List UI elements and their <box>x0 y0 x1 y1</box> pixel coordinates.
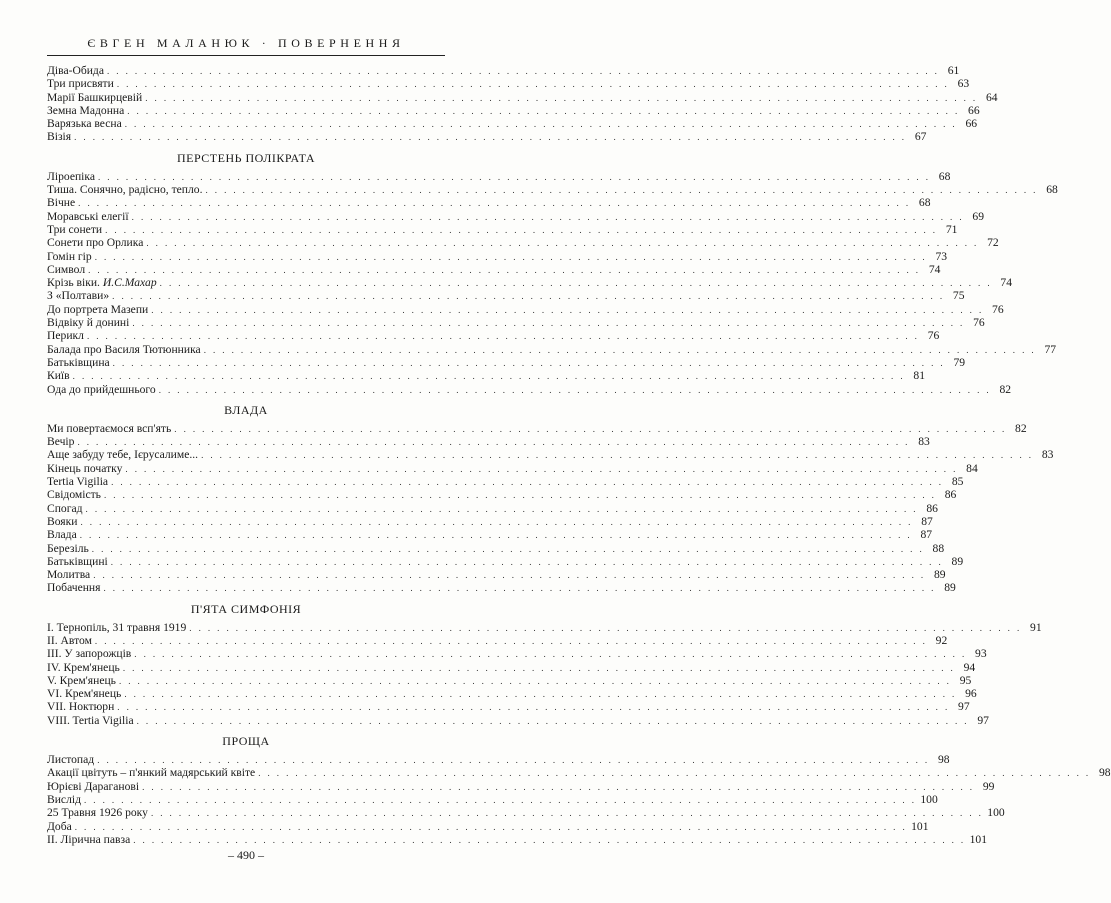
entry-page-number: 96 <box>965 687 977 701</box>
entry-title-text: Батьківщина <box>47 355 110 369</box>
dot-leader: . . . . . . . . . . . . . . . . . . . . . . . . . . . . . . . . . . . . . . . . . . . . . . . . . . . . . . . . . . . . . . . . . . . . . . . . . . . . . . . . . . . . . . . . . . <box>112 291 945 302</box>
entry-author-note: И.С.Махар <box>102 276 157 290</box>
dot-leader: . . . . . . . . . . . . . . . . . . . . . . . . . . . . . . . . . . . . . . . . . . . . . . . . . . . . . . . . . . . . . . . . . . . . . . . . . . . . . . . . . . . . . . . . . . <box>93 570 926 581</box>
section-title: ПЕРСТЕНЬ ПОЛІКРАТА <box>176 150 316 165</box>
entry-page-number: 87 <box>921 514 933 528</box>
entry-title-text: Побачення <box>47 581 101 595</box>
toc-entry <box>47 792 938 806</box>
entry-title <box>47 64 107 77</box>
entry-title-text: IV. Крем'янець <box>47 660 120 674</box>
entry-page-number: 83 <box>1041 448 1054 462</box>
entry-title-text: Аще забуду тебе, Ієрусалиме... <box>47 448 199 462</box>
dot-leader: . . . . . . . . . . . . . . . . . . . . . . . . . . . . . . . . . . . . . . . . . . . . . . . . . . . . . . . . . . . . . . . . . . . . . . . . . . . . . . . . . . . . . . . . . . <box>133 834 966 845</box>
entry-title-text: Вислід <box>47 792 81 806</box>
entry-title-text: Кінець початку <box>47 461 123 475</box>
toc-entry <box>47 342 1057 356</box>
entry-title-text: III. У запорожців <box>47 647 132 661</box>
entry-title-text: З «Полтави» <box>47 289 110 303</box>
dot-leader: . . . . . . . . . . . . . . . . . . . . . . . . . . . . . . . . . . . . . . . . . . . . . . . . . . . . . . . . . . . . . . . . . . . . . . . . . . . . . . . . . . . . . . . . . . <box>142 781 975 792</box>
toc-entry <box>47 276 1012 290</box>
dot-leader: . . . . . . . . . . . . . . . . . . . . . . . . . . . . . . . . . . . . . . . . . . . . . . . . . . . . . . . . . . . . . . . . . . . . . . . . . . . . . . . . . . . . . . . . . . <box>103 490 937 501</box>
entry-title <box>47 515 80 528</box>
entry-title-text: V. Крем'янець <box>47 673 116 687</box>
section-title: П'ЯТА СИМФОНІЯ <box>190 601 302 616</box>
toc-entry <box>47 713 989 727</box>
entry-page-number: 86 <box>944 488 957 502</box>
dot-leader: . . . . . . . . . . . . . . . . . . . . . . . . . . . . . . . . . . . . . . . . . . . . . . . . . . . . . . . . . . . . . . . . . . . . . . . . . . . . . . . . . . . . . . . . . . <box>125 463 958 474</box>
entry-page-number: 76 <box>973 316 985 330</box>
entry-title-text: Листопад <box>47 753 95 767</box>
entry-title <box>47 568 93 581</box>
entry-title <box>47 236 146 249</box>
entry-title-text: Крізь віки. <box>47 276 100 290</box>
entry-page-number: 98 <box>1098 766 1111 780</box>
entry-title <box>47 661 123 674</box>
dot-leader: . . . . . . . . . . . . . . . . . . . . . . . . . . . . . . . . . . . . . . . . . . . . . . . . . . . . . . . . . . . . . . . . . . . . . . . . . . . . . . . . . . . . . . . . . . <box>85 503 918 514</box>
entry-title-text: Батьківщині <box>47 554 108 568</box>
dot-leader: . . . . . . . . . . . . . . . . . . . . . . . . . . . . . . . . . . . . . . . . . . . . . . . . . . . . . . . . . . . . . . . . . . . . . . . . . . . . . . . . . . . . . . . . . . <box>78 198 911 209</box>
toc-entry <box>47 169 951 183</box>
entry-page-number: 76 <box>992 302 1004 316</box>
entry-page-number: 82 <box>999 382 1012 396</box>
entry-title-text: VIII. Tertia Vigilia <box>47 713 134 727</box>
entry-title-text: Tertia Vigilia <box>47 475 109 489</box>
entry-page-number: 71 <box>945 222 958 236</box>
toc-entry <box>47 620 1042 634</box>
dot-leader: . . . . . . . . . . . . . . . . . . . . . . . . . . . . . . . . . . . . . . . . . . . . . . . . . . . . . . . . . . . . . . . . . . . . . . . . . . . . . . . . . . . . . . . . . . <box>136 715 969 726</box>
dot-leader: . . . . . . . . . . . . . . . . . . . . . . . . . . . . . . . . . . . . . . . . . . . . . . . . . . . . . . . . . . . . . . . . . . . . . . . . . . . . . . . . . . . . . . . . . . <box>124 119 958 130</box>
dot-leader: . . . . . . . . . . . . . . . . . . . . . . . . . . . . . . . . . . . . . . . . . . . . . . . . . . . . . . . . . . . . . . . . . . . . . . . . . . . . . . . . . . . . . . . . . . <box>110 556 944 567</box>
toc-entry <box>47 222 958 236</box>
entry-page-number: 91 <box>1030 620 1042 634</box>
entry-title <box>47 674 119 687</box>
dot-leader: . . . . . . . . . . . . . . . . . . . . . . . . . . . . . . . . . . . . . . . . . . . . . . . . . . . . . . . . . . . . . . . . . . . . . . . . . . . . . . . . . . . . . . . . . . <box>122 662 956 673</box>
entry-title-text: Ода до прийдешнього <box>47 382 156 396</box>
entry-page-number: 85 <box>951 475 964 489</box>
toc-entry <box>47 289 965 303</box>
entry-page-number: 93 <box>975 647 987 661</box>
entry-page-number: 97 <box>977 713 989 727</box>
entry-title-text: Сонети про Орлика <box>47 236 144 250</box>
entry-title <box>47 303 151 316</box>
entry-page-number: 101 <box>969 832 987 846</box>
entry-title <box>47 104 127 117</box>
toc-entry <box>47 488 957 502</box>
entry-title-text: Гомін гір <box>47 249 92 263</box>
toc-entry <box>47 647 987 661</box>
toc-entry <box>47 421 1027 435</box>
section-title: ВЛАДА <box>224 402 268 417</box>
entry-title <box>47 343 204 356</box>
toc-entry <box>47 448 1054 462</box>
entry-page-number: 81 <box>913 369 925 383</box>
toc-entry <box>47 806 1005 820</box>
entry-page-number: 87 <box>920 528 933 542</box>
dot-leader: . . . . . . . . . . . . . . . . . . . . . . . . . . . . . . . . . . . . . . . . . . . . . . . . . . . . . . . . . . . . . . . . . . . . . . . . . . . . . . . . . . . . . . . . . . <box>97 755 930 766</box>
entry-title-text: Вечір <box>47 435 75 449</box>
dot-leader: . . . . . . . . . . . . . . . . . . . . . . . . . . . . . . . . . . . . . . . . . . . . . . . . . . . . . . . . . . . . . . . . . . . . . . . . . . . . . . . . . . . . . . . . . . <box>159 278 992 289</box>
entry-title <box>47 806 151 819</box>
toc-entry <box>47 766 1111 780</box>
entry-page-number: 66 <box>968 103 980 117</box>
entry-title-text: Березіль <box>47 541 89 555</box>
entry-title <box>47 780 142 793</box>
entry-title <box>47 647 134 660</box>
entry-title <box>47 488 104 501</box>
entry-page-number: 99 <box>982 779 995 793</box>
entry-title <box>47 820 75 833</box>
entry-title-text: Три сонети <box>47 222 103 236</box>
entry-title <box>47 196 78 209</box>
entry-page-number: 100 <box>987 806 1005 820</box>
toc-entry <box>47 236 999 250</box>
entry-page-number: 92 <box>935 633 948 647</box>
entry-title <box>47 170 98 183</box>
table-of-contents <box>47 64 1111 846</box>
toc-entry <box>47 369 925 383</box>
toc-entry <box>47 103 980 117</box>
toc-entry <box>47 633 948 647</box>
dot-leader: . . . . . . . . . . . . . . . . . . . . . . . . . . . . . . . . . . . . . . . . . . . . . . . . . . . . . . . . . . . . . . . . . . . . . . . . . . . . . . . . . . . . . . . . . . <box>88 264 921 275</box>
entry-title <box>47 250 95 263</box>
entry-page-number: 89 <box>951 554 964 568</box>
entry-title <box>47 356 113 369</box>
toc-entry <box>47 130 927 144</box>
entry-page-number: 95 <box>959 673 972 687</box>
dot-leader: . . . . . . . . . . . . . . . . . . . . . . . . . . . . . . . . . . . . . . . . . . . . . . . . . . . . . . . . . . . . . . . . . . . . . . . . . . . . . . . . . . . . . . . . . . <box>201 450 1034 461</box>
dot-leader: . . . . . . . . . . . . . . . . . . . . . . . . . . . . . . . . . . . . . . . . . . . . . . . . . . . . . . . . . . . . . . . . . . . . . . . . . . . . . . . . . . . . . . . . . . <box>94 635 928 646</box>
entry-title-text: Юрієві Дарагановi <box>47 779 140 793</box>
entry-title <box>47 462 125 475</box>
section-title: ПРОЩА <box>222 734 270 749</box>
entry-title <box>47 833 133 846</box>
dot-leader: . . . . . . . . . . . . . . . . . . . . . . . . . . . . . . . . . . . . . . . . . . . . . . . . . . . . . . . . . . . . . . . . . . . . . . . . . . . . . . . . . . . . . . . . . . <box>131 211 964 222</box>
entry-page-number: 68 <box>938 169 951 183</box>
entry-title <box>47 223 105 236</box>
entry-title-text: Вічне <box>47 196 76 210</box>
entry-title <box>47 383 159 396</box>
entry-title-text: II. Автом <box>47 633 92 647</box>
dot-leader: . . . . . . . . . . . . . . . . . . . . . . . . . . . . . . . . . . . . . . . . . . . . . . . . . . . . . . . . . . . . . . . . . . . . . . . . . . . . . . . . . . . . . . . . . . <box>150 808 984 819</box>
dot-leader: . . . . . . . . . . . . . . . . . . . . . . . . . . . . . . . . . . . . . . . . . . . . . . . . . . . . . . . . . . . . . . . . . . . . . . . . . . . . . . . . . . . . . . . . . . <box>203 344 1037 355</box>
entry-title-text: Символ <box>47 262 86 276</box>
entry-title-text: Ліроепіка <box>47 169 95 183</box>
entry-title <box>47 581 103 594</box>
entry-page-number: 79 <box>953 355 966 369</box>
entry-title-text: Відвіку й донині <box>47 316 130 330</box>
toc-entry <box>47 514 933 528</box>
toc-entry <box>47 302 1004 316</box>
entry-title <box>47 502 86 515</box>
entry-page-number: 66 <box>965 117 978 131</box>
entry-title <box>47 753 97 766</box>
entry-title <box>47 316 132 329</box>
entry-title <box>47 687 124 700</box>
toc-entry <box>47 183 1058 197</box>
toc-entry <box>47 541 945 555</box>
entry-page-number: 82 <box>1015 421 1027 435</box>
dot-leader: . . . . . . . . . . . . . . . . . . . . . . . . . . . . . . . . . . . . . . . . . . . . . . . . . . . . . . . . . . . . . . . . . . . . . . . . . . . . . . . . . . . . . . . . . . <box>145 92 978 103</box>
entry-title <box>47 289 112 302</box>
dot-leader: . . . . . . . . . . . . . . . . . . . . . . . . . . . . . . . . . . . . . . . . . . . . . . . . . . . . . . . . . . . . . . . . . . . . . . . . . . . . . . . . . . . . . . . . . . <box>146 238 979 249</box>
toc-entry <box>47 819 929 833</box>
entry-page-number: 72 <box>987 236 999 250</box>
entry-page-number: 101 <box>911 819 929 833</box>
entry-title <box>47 435 77 448</box>
entry-title-text: VII. Ноктюрн <box>47 700 115 714</box>
dot-leader: . . . . . . . . . . . . . . . . . . . . . . . . . . . . . . . . . . . . . . . . . . . . . . . . . . . . . . . . . . . . . . . . . . . . . . . . . . . . . . . . . . . . . . . . . . <box>105 224 938 235</box>
entry-title <box>47 263 88 276</box>
entry-title-text: Три присвяти <box>47 77 114 91</box>
dot-leader: . . . . . . . . . . . . . . . . . . . . . . . . . . . . . . . . . . . . . . . . . . . . . . . . . . . . . . . . . . . . . . . . . . . . . . . . . . . . . . . . . . . . . . . . . . <box>94 251 928 262</box>
toc-entry <box>47 329 940 343</box>
dot-leader: . . . . . . . . . . . . . . . . . . . . . . . . . . . . . . . . . . . . . . . . . . . . . . . . . . . . . . . . . . . . . . . . . . . . . . . . . . . . . . . . . . . . . . . . . . <box>111 477 944 488</box>
entry-title <box>47 276 160 289</box>
entry-page-number: 100 <box>920 792 938 806</box>
entry-title <box>47 766 258 779</box>
dot-leader: . . . . . . . . . . . . . . . . . . . . . . . . . . . . . . . . . . . . . . . . . . . . . . . . . . . . . . . . . . . . . . . . . . . . . . . . . . . . . . . . . . . . . . . . . . <box>112 357 946 368</box>
entry-page-number: 74 <box>928 262 941 276</box>
entry-page-number: 94 <box>963 660 976 674</box>
entry-title <box>47 210 132 223</box>
dot-leader: . . . . . . . . . . . . . . . . . . . . . . . . . . . . . . . . . . . . . . . . . . . . . . . . . . . . . . . . . . . . . . . . . . . . . . . . . . . . . . . . . . . . . . . . . . <box>151 304 984 315</box>
entry-title <box>47 555 111 568</box>
toc-entry <box>47 554 964 568</box>
running-header: ЄВГЕН МАЛАНЮК · ПОВЕРНЕННЯ <box>87 36 405 50</box>
entry-title <box>47 634 95 647</box>
toc-entry <box>47 501 938 515</box>
entry-page-number: 89 <box>944 581 956 595</box>
entry-title-text: Молитва <box>47 568 91 582</box>
entry-title <box>47 117 125 130</box>
dot-leader: . . . . . . . . . . . . . . . . . . . . . . . . . . . . . . . . . . . . . . . . . . . . . . . . . . . . . . . . . . . . . . . . . . . . . . . . . . . . . . . . . . . . . . . . . . <box>106 66 940 76</box>
entry-title <box>47 329 87 342</box>
entry-page-number: 84 <box>966 461 978 475</box>
entry-page-number: 89 <box>933 568 946 582</box>
toc-entry <box>47 700 970 714</box>
header-rule <box>47 55 445 56</box>
entry-page-number: 98 <box>937 753 950 767</box>
entry-title-text: 25 Травня 1926 року <box>47 806 148 820</box>
entry-title-text: Тиша. Сонячно, радісно, тепло. <box>47 183 203 197</box>
entry-title-text: Діва-Обида <box>47 64 104 77</box>
entry-title <box>47 714 137 727</box>
dot-leader: . . . . . . . . . . . . . . . . . . . . . . . . . . . . . . . . . . . . . . . . . . . . . . . . . . . . . . . . . . . . . . . . . . . . . . . . . . . . . . . . . . . . . . . . . . <box>132 318 965 329</box>
toc-entry <box>47 355 966 369</box>
entry-title-text: VI. Крем'янець <box>47 687 122 701</box>
entry-page-number: 83 <box>918 435 930 449</box>
entry-title <box>47 475 111 488</box>
entry-title <box>47 130 74 143</box>
dot-leader: . . . . . . . . . . . . . . . . . . . . . . . . . . . . . . . . . . . . . . . . . . . . . . . . . . . . . . . . . . . . . . . . . . . . . . . . . . . . . . . . . . . . . . . . . . <box>127 105 960 116</box>
dot-leader: . . . . . . . . . . . . . . . . . . . . . . . . . . . . . . . . . . . . . . . . . . . . . . . . . . . . . . . . . . . . . . . . . . . . . . . . . . . . . . . . . . . . . . . . . . <box>134 649 967 660</box>
entry-title-text: Земна Мадонна <box>47 103 125 117</box>
entry-page-number: 67 <box>914 130 927 144</box>
entry-page-number: 97 <box>958 700 970 714</box>
dot-leader: . . . . . . . . . . . . . . . . . . . . . . . . . . . . . . . . . . . . . . . . . . . . . . . . . . . . . . . . . . . . . . . . . . . . . . . . . . . . . . . . . . . . . . . . . . <box>86 331 920 342</box>
entry-title-text: Балада про Василя Тютюнника <box>47 342 201 356</box>
toc-entry <box>47 581 956 595</box>
dot-leader: . . . . . . . . . . . . . . . . . . . . . . . . . . . . . . . . . . . . . . . . . . . . . . . . . . . . . . . . . . . . . . . . . . . . . . . . . . . . . . . . . . . . . . . . . . <box>72 371 905 382</box>
page-number: – 490 – <box>228 848 264 862</box>
entry-title <box>47 183 205 196</box>
entry-page-number: 74 <box>1000 276 1012 290</box>
entry-page-number: 76 <box>927 329 940 343</box>
entry-page-number: 86 <box>926 501 938 515</box>
toc-entry <box>47 660 976 674</box>
entry-page-number: 77 <box>1044 342 1057 356</box>
entry-page-number: 61 <box>947 64 960 77</box>
toc-entry <box>47 687 977 701</box>
entry-title <box>47 369 73 382</box>
entry-page-number: 75 <box>952 289 965 303</box>
dot-leader: . . . . . . . . . . . . . . . . . . . . . . . . . . . . . . . . . . . . . . . . . . . . . . . . . . . . . . . . . . . . . . . . . . . . . . . . . . . . . . . . . . . . . . . . . . <box>103 583 936 594</box>
dot-leader: . . . . . . . . . . . . . . . . . . . . . . . . . . . . . . . . . . . . . . . . . . . . . . . . . . . . . . . . . . . . . . . . . . . . . . . . . . . . . . . . . . . . . . . . . . <box>117 702 950 713</box>
dot-leader: . . . . . . . . . . . . . . . . . . . . . . . . . . . . . . . . . . . . . . . . . . . . . . . . . . . . . . . . . . . . . . . . . . . . . . . . . . . . . . . . . . . . . . . . . . <box>189 622 1022 633</box>
toc-entry <box>47 475 964 489</box>
toc-entry <box>47 196 931 210</box>
entry-title-text: Доба <box>47 819 72 833</box>
entry-title-text: Марії Башкирцевій <box>47 90 143 104</box>
toc-entry <box>47 568 946 582</box>
entry-title-text: I. Тернопіль, 31 травня 1919 <box>47 620 187 634</box>
toc-entry <box>47 753 950 767</box>
toc-entry <box>47 117 978 131</box>
toc-entry <box>47 528 933 542</box>
entry-title-text: Акації цвітуть – п'янкий мадярський квіте <box>47 766 256 780</box>
toc-entry <box>47 779 995 793</box>
entry-title-text: Спогад <box>47 501 83 515</box>
dot-leader: . . . . . . . . . . . . . . . . . . . . . . . . . . . . . . . . . . . . . . . . . . . . . . . . . . . . . . . . . . . . . . . . . . . . . . . . . . . . . . . . . . . . . . . . . . <box>158 384 992 395</box>
dot-leader: . . . . . . . . . . . . . . . . . . . . . . . . . . . . . . . . . . . . . . . . . . . . . . . . . . . . . . . . . . . . . . . . . . . . . . . . . . . . . . . . . . . . . . . . . . <box>124 689 957 700</box>
entry-title-text: II. Лірична павза <box>47 832 131 846</box>
toc-entry <box>47 316 985 330</box>
entry-title-text: Ми повертаємося всп'ять <box>47 421 172 435</box>
entry-title-text: Свідомість <box>47 488 101 502</box>
entry-title <box>47 91 145 104</box>
entry-title <box>47 700 117 713</box>
toc-entry <box>47 90 998 104</box>
entry-title-text: Влада <box>47 528 77 542</box>
entry-title-text: Вояки <box>47 514 78 528</box>
entry-title-text: Моравські елегії <box>47 209 129 223</box>
entry-title-text: Перикл <box>47 329 84 343</box>
entry-page-number: 64 <box>985 90 998 104</box>
entry-title <box>47 621 189 634</box>
entry-page-number: 63 <box>957 77 970 91</box>
toc-entry <box>47 461 978 475</box>
toc-entry <box>47 249 948 263</box>
entry-title-text: Київ <box>47 369 70 383</box>
toc-entry <box>47 832 987 846</box>
entry-title <box>47 448 201 461</box>
toc-entry <box>47 382 1012 396</box>
dot-leader: . . . . . . . . . . . . . . . . . . . . . . . . . . . . . . . . . . . . . . . . . . . . . . . . . . . . . . . . . . . . . . . . . . . . . . . . . . . . . . . . . . . . . . . . . . <box>174 423 1007 434</box>
toc-entry <box>47 64 960 77</box>
entry-title <box>47 528 80 541</box>
entry-page-number: 69 <box>972 209 984 223</box>
entry-title-text: Варязька весна <box>47 117 122 131</box>
dot-leader: . . . . . . . . . . . . . . . . . . . . . . . . . . . . . . . . . . . . . . . . . . . . . . . . . . . . . . . . . . . . . . . . . . . . . . . . . . . . . . . . . . . . . . . . . . <box>74 132 907 143</box>
toc-entry <box>47 435 930 449</box>
dot-leader: . . . . . . . . . . . . . . . . . . . . . . . . . . . . . . . . . . . . . . . . . . . . . . . . . . . . . . . . . . . . . . . . . . . . . . . . . . . . . . . . . . . . . . . . . . <box>258 768 1091 779</box>
dot-leader: . . . . . . . . . . . . . . . . . . . . . . . . . . . . . . . . . . . . . . . . . . . . . . . . . . . . . . . . . . . . . . . . . . . . . . . . . . . . . . . . . . . . . . . . . . <box>98 171 931 182</box>
toc-entry <box>47 673 972 687</box>
dot-leader: . . . . . . . . . . . . . . . . . . . . . . . . . . . . . . . . . . . . . . . . . . . . . . . . . . . . . . . . . . . . . . . . . . . . . . . . . . . . . . . . . . . . . . . . . . <box>74 821 908 832</box>
entry-title <box>47 77 117 90</box>
toc-entry <box>47 209 984 223</box>
entry-page-number: 88 <box>932 541 945 555</box>
entry-page-number: 68 <box>1046 183 1058 197</box>
dot-leader: . . . . . . . . . . . . . . . . . . . . . . . . . . . . . . . . . . . . . . . . . . . . . . . . . . . . . . . . . . . . . . . . . . . . . . . . . . . . . . . . . . . . . . . . . . <box>118 675 952 686</box>
entry-page-number: 73 <box>935 249 948 263</box>
dot-leader: . . . . . . . . . . . . . . . . . . . . . . . . . . . . . . . . . . . . . . . . . . . . . . . . . . . . . . . . . . . . . . . . . . . . . . . . . . . . . . . . . . . . . . . . . . <box>79 530 913 541</box>
entry-title-text: Візія <box>47 130 72 144</box>
entry-title <box>47 422 174 435</box>
dot-leader: . . . . . . . . . . . . . . . . . . . . . . . . . . . . . . . . . . . . . . . . . . . . . . . . . . . . . . . . . . . . . . . . . . . . . . . . . . . . . . . . . . . . . . . . . . <box>91 543 925 554</box>
dot-leader: . . . . . . . . . . . . . . . . . . . . . . . . . . . . . . . . . . . . . . . . . . . . . . . . . . . . . . . . . . . . . . . . . . . . . . . . . . . . . . . . . . . . . . . . . . <box>116 79 950 90</box>
toc-entry <box>47 77 970 91</box>
entry-page-number: 68 <box>918 196 931 210</box>
dot-leader: . . . . . . . . . . . . . . . . . . . . . . . . . . . . . . . . . . . . . . . . . . . . . . . . . . . . . . . . . . . . . . . . . . . . . . . . . . . . . . . . . . . . . . . . . . <box>84 794 917 805</box>
entry-title <box>47 793 84 806</box>
toc-entry <box>47 262 941 276</box>
dot-leader: . . . . . . . . . . . . . . . . . . . . . . . . . . . . . . . . . . . . . . . . . . . . . . . . . . . . . . . . . . . . . . . . . . . . . . . . . . . . . . . . . . . . . . . . . . <box>80 516 913 527</box>
dot-leader: . . . . . . . . . . . . . . . . . . . . . . . . . . . . . . . . . . . . . . . . . . . . . . . . . . . . . . . . . . . . . . . . . . . . . . . . . . . . . . . . . . . . . . . . . . <box>77 437 910 448</box>
entry-title <box>47 542 92 555</box>
entry-title-text: До портрета Мазепи <box>47 302 149 316</box>
dot-leader: . . . . . . . . . . . . . . . . . . . . . . . . . . . . . . . . . . . . . . . . . . . . . . . . . . . . . . . . . . . . . . . . . . . . . . . . . . . . . . . . . . . . . . . . . . <box>205 185 1038 196</box>
